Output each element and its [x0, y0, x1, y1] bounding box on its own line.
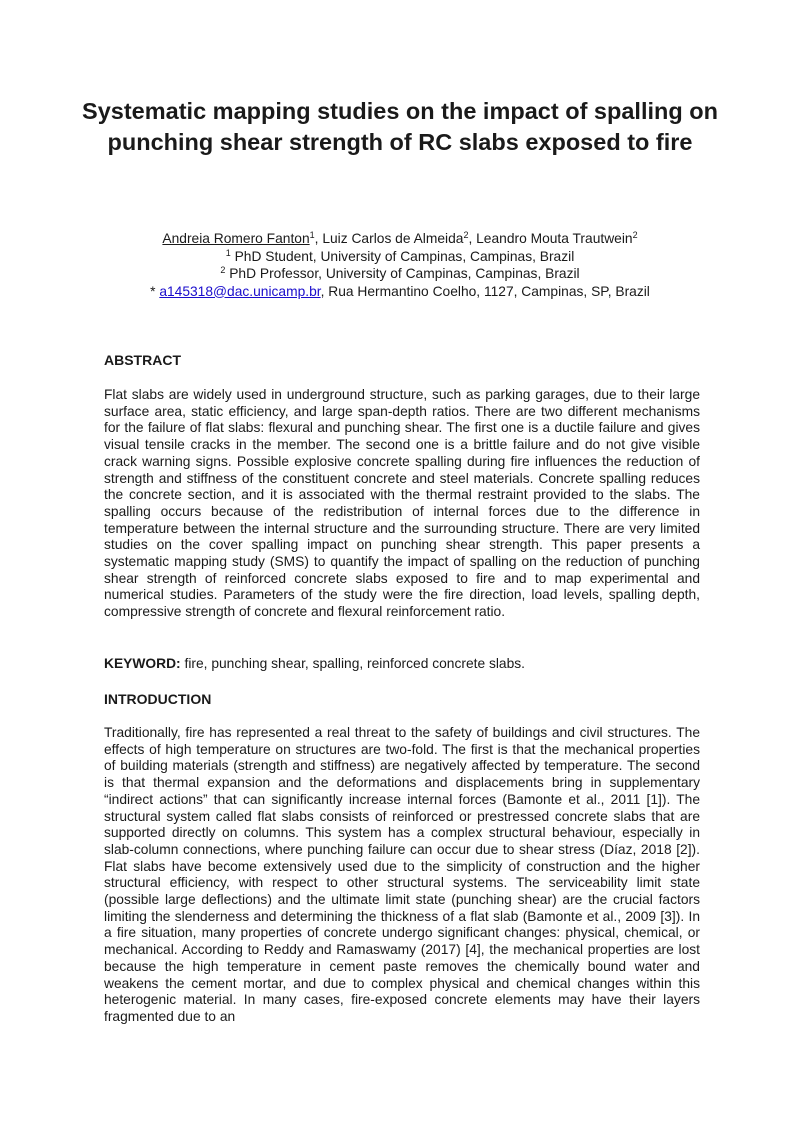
keywords-label: KEYWORD:	[104, 656, 181, 671]
keywords-text: fire, punching shear, spalling, reinforced concrete slabs.	[180, 656, 526, 671]
abstract-paragraph: Flat slabs are widely used in underground structure, such as parking garages, due to their large surface area, static efficiency, and large span-depth ratios. There are two different mechanisms for the failure of flat slabs: flexural and punching shear. The first one is a ductile failure and gives visual tensile cracks in the member. The second one is a brittle failure and do not give visible crack warning signs. Possible explosive concrete spalling during fire influences the reduction of strength and stiffness of the constituent concrete and steel materials. Concrete spalling reduces the concrete section, and it is associated with the thermal restraint provided to the slabs. The spalling occurs because of the redistribution of internal forces due to the difference in temperature between the internal structure and the surrounding structure. There are very limited studies on the cover spalling impact on punching shear strength. This paper presents a systematic mapping study (SMS) to quantify the impact of spalling on the reduction of punching shear strength of reinforced concrete slabs exposed to fire and to map experimental and numerical studies. Parameters of the study were the fire direction, load levels, spalling depth, compressive strength of concrete and flexural reinforcement ratio.	[104, 387, 700, 620]
author-line	[80, 230, 720, 248]
affiliation-text: PhD Professor, University of Campinas, Campinas, Brazil	[225, 266, 580, 281]
affiliation-text: PhD Student, University of Campinas, Campinas, Brazil	[230, 248, 575, 264]
paper-title: Systematic mapping studies on the impact of spalling on punching shear strength of RC slabs exposed to fire	[82, 98, 718, 155]
author-affiliation-mark: 2	[632, 230, 638, 240]
author-separator: ,	[468, 231, 477, 246]
introduction-heading: INTRODUCTION	[104, 691, 212, 707]
affiliation-mark: 2	[220, 265, 226, 275]
contact-line	[80, 283, 720, 301]
author-affiliation-mark: 1	[309, 230, 315, 240]
corresponding-marker: *	[150, 283, 160, 299]
abstract-heading: ABSTRACT	[104, 352, 181, 368]
keywords-line	[104, 656, 700, 673]
author-name: Andreia Romero Fanton	[162, 231, 310, 246]
author-name: Luiz Carlos de Almeida	[322, 231, 464, 246]
introduction-paragraph: Traditionally, fire has represented a real threat to the safety of buildings and civil structures. The effects of high temperature on structures are two-fold. The first is that the mechanical properties of building materials (strength and stiffness) are negatively affected by temperature. The second is that thermal expansion and the deformations and displacements bring in supplementary “indirect actions” that can significantly increase internal forces (Bamonte et al., 2011 [1]). The structural system called flat slabs consists of reinforced or prestressed concrete slabs that are supported directly on columns. This system has a complex structural behaviour, especially in slab-column connections, where punching failure can occur due to shear stress (Díaz, 2018 [2]). Flat slabs have become extensively used due to the simplicity of construction and the higher structural efficiency, with respect to other structural systems. The serviceability limit state (possible large deflections) and the ultimate limit state (punching shear) are the crucial factors limiting the slenderness and determining the thickness of a flat slab (Bamonte et al., 2009 [3]). In a fire situation, many properties of concrete undergo significant changes: physical, chemical, or mechanical. According to Reddy and Ramaswamy (2017) [4], the mechanical properties are lost because the high temperature in cement paste removes the chemically bound water and weakens the cement mortar, and due to complex physical and chemical changes within this heterogenic material. In many cases, fire-exposed concrete elements may have their layers fragmented due to an	[104, 725, 700, 1024]
postal-address: , Rua Hermantino Coelho, 1127, Campinas, SP, Brazil	[320, 283, 650, 299]
email-link[interactable]: a145318@dac.unicamp.br	[159, 283, 321, 299]
author-separator: ,	[314, 231, 323, 246]
author-name: Leandro Mouta Trautwein	[476, 231, 633, 246]
affiliation-line	[80, 248, 720, 266]
affiliation-mark: 1	[225, 247, 231, 258]
affiliation-line	[80, 265, 720, 283]
author-block	[80, 230, 720, 300]
author-affiliation-mark: 2	[463, 230, 469, 240]
